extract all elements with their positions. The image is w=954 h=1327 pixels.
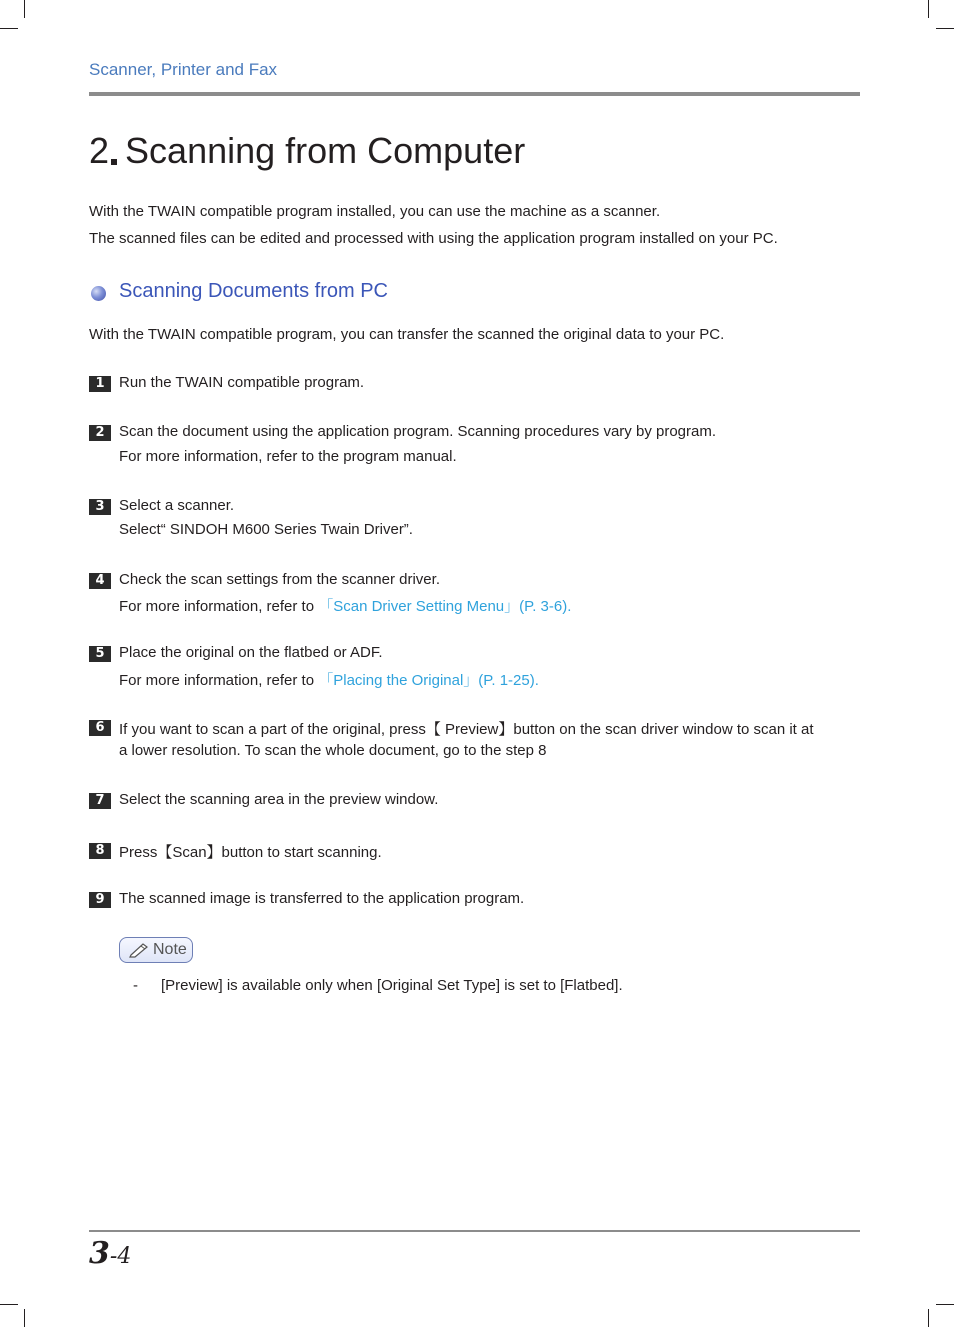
page-chapter-number: 3 <box>89 1236 110 1271</box>
step-number-badge: 2 <box>89 425 111 441</box>
chapter-number: 2 <box>89 130 110 171</box>
step-text: If you want to scan a part of the original, press【 Preview】button on the scan driver window to scan it at <box>119 721 814 738</box>
pencil-icon <box>128 942 150 958</box>
chapter-title-text: Scanning from Computer <box>125 130 526 171</box>
step-text: Press【Scan】button to start scanning. <box>119 844 382 861</box>
note-label: Note <box>153 941 187 958</box>
step-subtext: For more information, refer to the program manual. <box>119 448 457 465</box>
intro-paragraph-2: The scanned files can be edited and processed with using the application program installed on your PC. <box>89 230 778 247</box>
page-number-separator: - <box>109 1244 118 1269</box>
step-number-badge: 6 <box>89 720 111 736</box>
page-sub-number: 4 <box>117 1244 132 1269</box>
step-text: The scanned image is transferred to the application program. <box>119 890 525 907</box>
scan-driver-setting-menu-link[interactable]: 「Scan Driver Setting Menu」(P. 3-6). <box>318 598 572 615</box>
step-subtext: a lower resolution. To scan the whole document, go to the step 8 <box>119 742 547 759</box>
step-text: Select the scanning area in the preview window. <box>119 791 439 808</box>
note-text: [Preview] is available only when [Original Set Type] is set to [Flatbed]. <box>161 977 623 994</box>
running-header: Scanner, Printer and Fax <box>89 60 278 79</box>
note-badge <box>119 937 193 963</box>
step-text: Place the original on the flatbed or ADF. <box>119 644 383 661</box>
step-subtext <box>119 669 539 690</box>
page-title <box>89 130 525 172</box>
step-text: Scan the document using the application program. Scanning procedures vary by program. <box>119 423 717 440</box>
step-number-badge: 9 <box>89 892 111 908</box>
placing-the-original-link[interactable]: 「Placing the Original」(P. 1-25). <box>318 672 539 689</box>
step-number-badge: 4 <box>89 573 111 589</box>
crop-mark <box>24 0 25 18</box>
step-subtext: Select“ SINDOH M600 Series Twain Driver”. <box>119 521 413 538</box>
crop-mark <box>936 1304 954 1305</box>
step-text: Check the scan settings from the scanner driver. <box>119 571 440 588</box>
chapter-number-dot <box>111 159 117 165</box>
step-subtext <box>119 595 571 616</box>
section-intro: With the TWAIN compatible program, you can transfer the scanned the original data to your PC. <box>89 326 725 343</box>
reference-prefix: For more information, refer to <box>119 672 319 689</box>
section-title: Scanning Documents from PC <box>119 280 389 302</box>
crop-mark <box>936 28 954 29</box>
step-number-badge: 7 <box>89 793 111 809</box>
step-number-badge: 3 <box>89 499 111 515</box>
page-number <box>89 1236 131 1271</box>
step-number-badge: 8 <box>89 843 111 859</box>
sphere-bullet-icon <box>91 286 106 301</box>
crop-mark <box>928 1309 929 1327</box>
header-rule <box>89 92 860 96</box>
intro-paragraph-1: With the TWAIN compatible program installed, you can use the machine as a scanner. <box>89 203 661 220</box>
step-text: Run the TWAIN compatible program. <box>119 374 365 391</box>
note-bullet: - <box>133 977 138 994</box>
crop-mark <box>928 0 929 18</box>
step-text: Select a scanner. <box>119 497 235 514</box>
crop-mark <box>24 1309 25 1327</box>
crop-mark <box>0 1304 18 1305</box>
footer-rule <box>89 1230 860 1232</box>
crop-mark <box>0 28 18 29</box>
step-number-badge: 5 <box>89 646 111 662</box>
reference-prefix: For more information, refer to <box>119 598 319 615</box>
step-number-badge: 1 <box>89 376 111 392</box>
